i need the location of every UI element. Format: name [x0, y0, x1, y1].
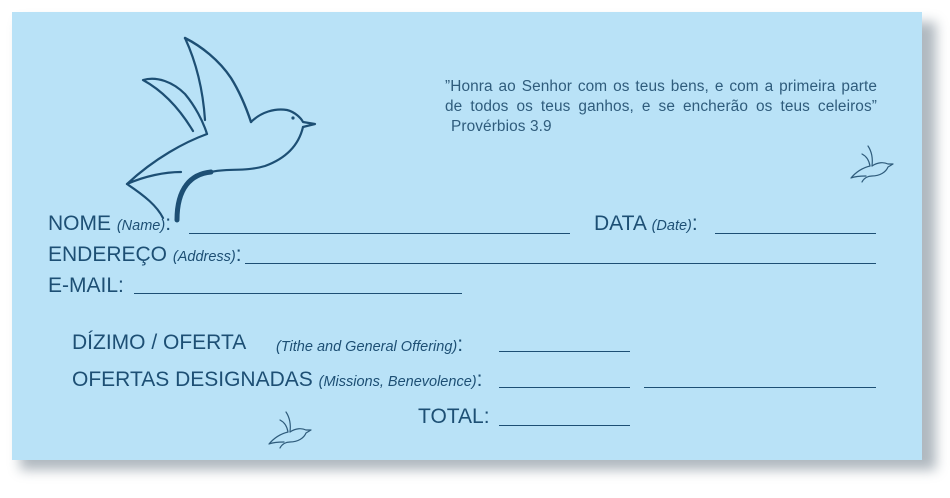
designated-label-text: OFERTAS DESIGNADAS — [72, 368, 313, 391]
total-label: TOTAL: — [418, 405, 490, 428]
total-amount-line[interactable] — [499, 425, 630, 426]
designated-label — [72, 368, 482, 394]
offering-envelope-card — [12, 12, 922, 460]
quote-reference: Provérbios 3.9 — [451, 118, 552, 135]
designated-amount-line[interactable] — [499, 387, 630, 388]
dove-icon — [115, 26, 330, 224]
date-label-colon: : — [691, 212, 698, 235]
bible-quote — [445, 77, 877, 137]
address-label-sub: (Address) — [172, 249, 236, 265]
tithe-label — [72, 331, 246, 355]
name-label — [48, 212, 171, 238]
date-label-text: DATA — [594, 212, 646, 235]
date-field-line[interactable] — [715, 233, 876, 234]
designated-label-sub: (Missions, Benevolence) — [318, 374, 477, 390]
address-label-text: ENDEREÇO — [48, 243, 168, 266]
tithe-label-sub-wrap — [276, 333, 463, 359]
small-dove-icon — [848, 142, 896, 184]
tithe-label-text: DÍZIMO / OFERTA — [72, 331, 247, 354]
address-label-colon: : — [235, 243, 242, 266]
email-field-line[interactable] — [134, 293, 462, 294]
name-field-line[interactable] — [189, 233, 570, 234]
small-dove-icon — [266, 408, 314, 450]
name-label-sub: (Name) — [116, 218, 166, 234]
quote-text: ”Honra ao Senhor com os teus bens, e com a primeira parte de todos os teus ganhos, e se encherão os teus celeiros” — [445, 78, 877, 115]
address-label — [48, 243, 242, 269]
email-label: E-MAIL: — [48, 274, 124, 297]
name-label-text: NOME — [48, 212, 111, 235]
date-label — [594, 212, 698, 238]
designated-purpose-line[interactable] — [644, 387, 876, 388]
address-field-line[interactable] — [245, 263, 876, 264]
tithe-amount-line[interactable] — [499, 351, 630, 352]
name-label-colon: : — [165, 212, 172, 235]
designated-label-colon: : — [476, 368, 483, 391]
date-label-sub: (Date) — [651, 218, 692, 234]
tithe-label-colon: : — [457, 333, 464, 356]
tithe-label-sub: (Tithe and General Offering) — [276, 339, 458, 355]
